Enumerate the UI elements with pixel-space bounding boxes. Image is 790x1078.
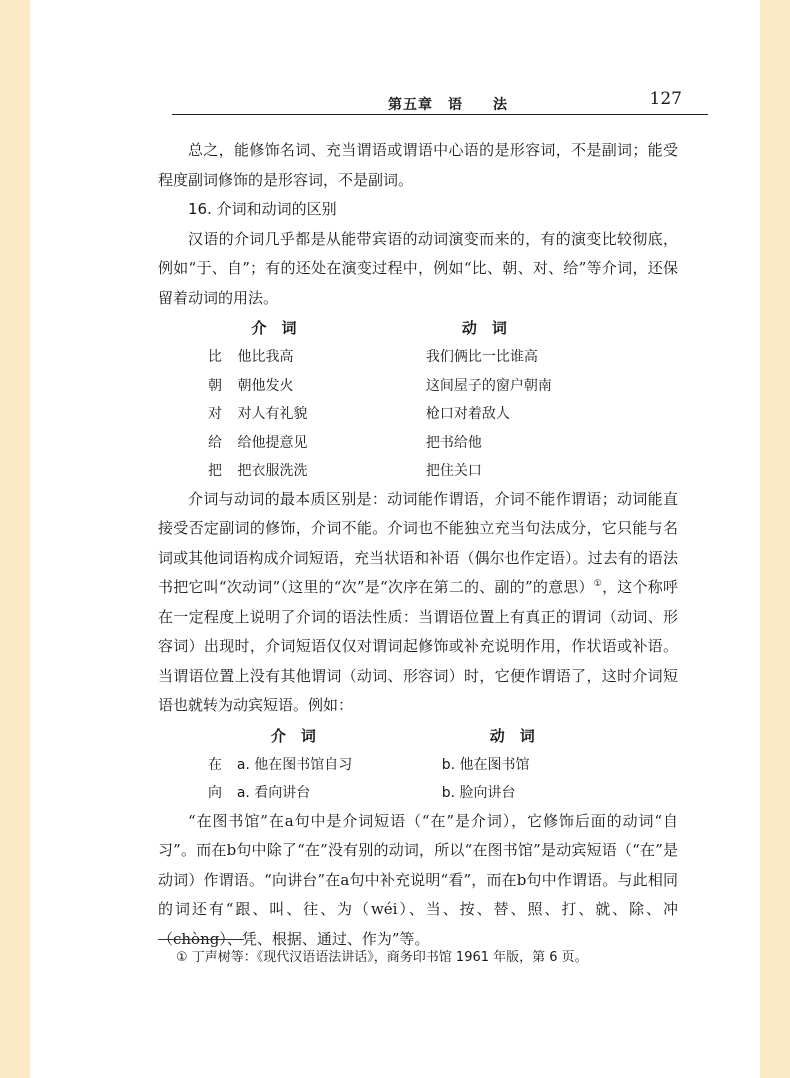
main-paragraph-text: 介词与动词的最本质区别是：动词能作谓语，介词不能作谓语；动词能直接受否定副词的修饰，介词不能。介词也不能独立充当句法成分，它只能与名词或其他词语构成介词短语，充当状语和补语（偶尔也作定语）。过去有的语法书把它叫“次动词”（这里的“次”是“次序在第二的、副的”的意思） [158,489,678,596]
table-row [208,456,678,485]
table-row [208,371,678,400]
footnote-divider [158,939,244,940]
table-row [208,778,678,807]
example-word: 对 [208,406,222,423]
footnote-marker[interactable]: ① [593,579,603,589]
chapter-title: 第五章 语 法 [388,97,508,113]
example-table-2 [208,721,678,807]
example-word: 把 [208,463,222,480]
example-word: 朝 [208,377,222,394]
summary-paragraph: 总之，能修饰名词、充当谓语或谓语中心语的是形容词，不是副词；能受程度副词修饰的是形容词，不是副词。 [158,141,678,189]
explanation-paragraph: “在图书馆”在a句中是介词短语（“在”是介词），它修饰后面的动词“自习”。而在b句中除了“在”没有别的动词，所以“在图书馆”是动宾短语（“在”是动词）作谓语。“向讲台”在a句中补充说明“看”，而在b句中作谓语。与此相同的词还有“跟、叫、往、为（wéi）、当、按、替、照、打、就、除、冲（chòng）、凭、根据、通过、作为”等。 [158,811,678,948]
column-header-verb: 动 词 [461,319,507,337]
section-title: 16. 介词和动词的区别 [188,200,337,218]
table-row [208,428,678,457]
running-header [172,86,708,115]
example-word: 在 [208,756,222,773]
example-word: 向 [208,785,222,802]
intro-paragraph: 汉语的介词几乎都是从能带宾语的动词演变而来的，有的演变比较彻底，例如“于、自”；有的还处在演变过程中，例如“比、朝、对、给”等介词，还保留着动词的用法。 [158,229,678,307]
preposition-example: 朝他发火 [237,377,294,394]
table-row [208,750,678,779]
example-word: 给 [208,434,222,451]
table-header-row [208,721,678,750]
verb-example: 我们俩比一比谁高 [425,349,538,366]
verb-example: 把住关口 [425,463,482,480]
footnote: ① 丁声树等：《现代汉语语法讲话》，商务印书馆 1961 年版，第 6 页。 [176,950,588,965]
column-header-verb: 动 词 [489,726,535,745]
preposition-example: 对人有礼貌 [237,406,308,423]
main-paragraph-text-continued: ，这个称呼在一定程度上说明了介词的语法性质：当谓语位置上有真正的谓词（动词、形容词）出现时，介词短语仅仅对谓词起修饰或补充说明作用，作状语或补语。当谓语位置上没有其他谓词（动词、形容词）时，它便作谓语了，这时介词短语也就转为动宾短语。例如： [158,578,678,714]
page-number: 127 [649,89,682,109]
table-row [208,342,678,371]
example-word: 比 [208,349,222,366]
preposition-example: 他比我高 [237,349,294,366]
preposition-example: 给他提意见 [237,434,308,451]
verb-example: 枪口对着敌人 [425,406,510,423]
preposition-example: 把衣服洗洗 [237,463,308,480]
verb-example: 这间屋子的窗户朝南 [425,377,552,394]
preposition-example: a. 看向讲台 [236,785,311,802]
preposition-example: a. 他在图书馆自习 [236,756,353,773]
main-text [158,136,678,954]
verb-example: 把书给他 [425,434,482,451]
verb-example: b. 他在图书馆 [441,756,530,773]
table-row [208,399,678,428]
example-table-1 [208,313,678,485]
column-header-preposition: 介 词 [270,726,316,745]
main-paragraph [158,485,678,721]
column-header-preposition: 介 词 [251,319,297,337]
table-header-row [208,313,678,342]
verb-example: b. 脸向讲台 [441,785,516,802]
